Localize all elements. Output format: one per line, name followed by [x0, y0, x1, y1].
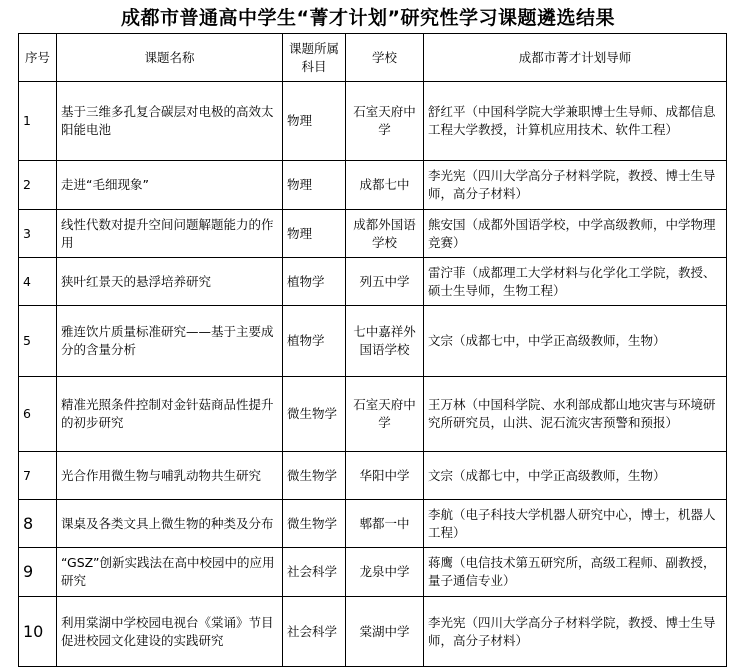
row-mentor: 蒋鹰（电信技术第五研究所，高级工程师、副教授，量子通信专业） — [424, 548, 727, 597]
table-row — [19, 597, 727, 667]
row-school: 石室天府中学 — [346, 82, 424, 161]
table-row — [19, 161, 727, 210]
row-topic: “GSZ”创新实践法在高中校园中的应用研究 — [57, 548, 283, 597]
row-no: 5 — [19, 306, 57, 377]
header-no: 序号 — [19, 34, 57, 82]
row-topic: 利用棠湖中学校园电视台《棠诵》节目促进校园文化建设的实践研究 — [57, 597, 283, 667]
table-row — [19, 82, 727, 161]
row-no: 1 — [19, 82, 57, 161]
row-school: 石室天府中学 — [346, 377, 424, 452]
row-topic: 课桌及各类文具上微生物的种类及分布 — [57, 500, 283, 548]
header-school: 学校 — [346, 34, 424, 82]
row-no: 6 — [19, 377, 57, 452]
row-topic: 雅连饮片质量标准研究——基于主要成分的含量分析 — [57, 306, 283, 377]
row-school: 七中嘉祥外国语学校 — [346, 306, 424, 377]
row-no: 9 — [19, 548, 57, 597]
row-topic: 线性代数对提升空间问题解题能力的作用 — [57, 210, 283, 258]
row-subject: 物理 — [283, 82, 346, 161]
row-subject: 微生物学 — [283, 500, 346, 548]
row-topic: 狭叶红景天的悬浮培养研究 — [57, 258, 283, 306]
row-mentor: 李航（电子科技大学机器人研究中心，博士，机器人工程） — [424, 500, 727, 548]
table-row — [19, 500, 727, 548]
row-mentor: 舒红平（中国科学院大学兼职博士生导师、成都信息工程大学教授，计算机应用技术、软件工程） — [424, 82, 727, 161]
row-subject: 物理 — [283, 161, 346, 210]
table-row — [19, 258, 727, 306]
row-subject: 植物学 — [283, 258, 346, 306]
header-mentor: 成都市菁才计划导师 — [424, 34, 727, 82]
table-row — [19, 377, 727, 452]
row-no: 2 — [19, 161, 57, 210]
row-subject: 物理 — [283, 210, 346, 258]
row-no: 10 — [19, 597, 57, 667]
row-subject: 微生物学 — [283, 377, 346, 452]
table-row — [19, 452, 727, 500]
header-topic: 课题名称 — [57, 34, 283, 82]
row-school: 华阳中学 — [346, 452, 424, 500]
row-mentor: 王万林（中国科学院、水利部成都山地灾害与环境研究所研究员，山洪、泥石流灾害预警和预报） — [424, 377, 727, 452]
document-title: 成都市普通高中学生“菁才计划”研究性学习课题遴选结果 — [121, 7, 615, 29]
row-subject: 植物学 — [283, 306, 346, 377]
row-mentor: 李光宪（四川大学高分子材料学院，教授、博士生导师，高分子材料） — [424, 597, 727, 667]
row-mentor: 文宗（成都七中，中学正高级教师，生物） — [424, 452, 727, 500]
row-school: 列五中学 — [346, 258, 424, 306]
row-no: 4 — [19, 258, 57, 306]
row-subject: 社会科学 — [283, 597, 346, 667]
row-mentor: 李光宪（四川大学高分子材料学院，教授、博士生导师，高分子材料） — [424, 161, 727, 210]
results-table — [18, 33, 727, 667]
row-subject: 社会科学 — [283, 548, 346, 597]
row-no: 7 — [19, 452, 57, 500]
row-no: 3 — [19, 210, 57, 258]
header-subject: 课题所属科目 — [283, 34, 346, 82]
table-row — [19, 548, 727, 597]
row-mentor: 文宗（成都七中，中学正高级教师，生物） — [424, 306, 727, 377]
table-row — [19, 210, 727, 258]
row-mentor: 熊安国（成都外国语学校，中学高级教师，中学物理竞赛） — [424, 210, 727, 258]
row-school: 郫都一中 — [346, 500, 424, 548]
row-no: 8 — [19, 500, 57, 548]
row-school: 成都七中 — [346, 161, 424, 210]
row-school: 龙泉中学 — [346, 548, 424, 597]
table-header-row — [19, 34, 727, 82]
row-subject: 微生物学 — [283, 452, 346, 500]
table-row — [19, 306, 727, 377]
row-topic: 走进“毛细现象” — [57, 161, 283, 210]
row-topic: 基于三维多孔复合碳层对电极的高效太阳能电池 — [57, 82, 283, 161]
row-school: 成都外国语学校 — [346, 210, 424, 258]
row-school: 棠湖中学 — [346, 597, 424, 667]
row-topic: 精准光照条件控制对金针菇商品性提升的初步研究 — [57, 377, 283, 452]
row-mentor: 雷泞菲（成都理工大学材料与化学化工学院，教授、硕士生导师，生物工程） — [424, 258, 727, 306]
row-topic: 光合作用微生物与哺乳动物共生研究 — [57, 452, 283, 500]
